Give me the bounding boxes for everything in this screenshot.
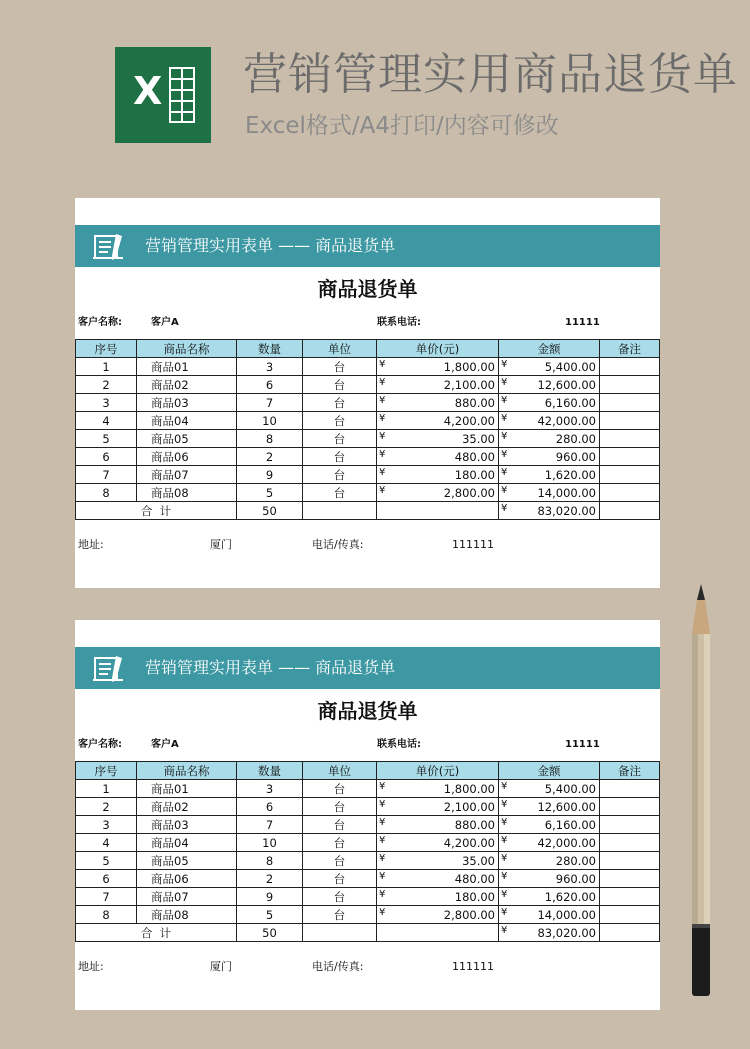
- amount: [499, 906, 600, 924]
- currency-symbol: ¥: [379, 871, 386, 882]
- amount: [499, 834, 600, 852]
- amount-value: 12,600.00: [537, 799, 596, 814]
- product-name: 商品05: [137, 852, 237, 870]
- contact-phone-value: 11111: [565, 317, 600, 328]
- currency-symbol: ¥: [379, 799, 386, 810]
- unit-price: [377, 412, 499, 430]
- column-header: 单价(元): [377, 762, 499, 780]
- amount: [499, 358, 600, 376]
- unit-price-value: 1,800.00: [443, 359, 495, 374]
- total-amount-value: 83,020.00: [537, 503, 596, 518]
- unit: 台: [303, 394, 377, 412]
- unit-price-value: 180.00: [454, 889, 495, 904]
- page-subtitle: Excel格式/A4打印/内容可修改: [245, 113, 559, 139]
- quantity: 2: [237, 448, 303, 466]
- table-row: [76, 888, 660, 906]
- document-icon: [92, 230, 126, 262]
- customer-name-label: 客户名称:: [78, 739, 122, 750]
- currency-symbol: ¥: [379, 781, 386, 792]
- table-row: [76, 870, 660, 888]
- amount-value: 5,400.00: [544, 359, 596, 374]
- unit: 台: [303, 484, 377, 502]
- note: [600, 430, 660, 448]
- amount-value: 1,620.00: [544, 467, 596, 482]
- column-header: 商品名称: [137, 340, 237, 358]
- unit-price-value: 480.00: [454, 449, 495, 464]
- row-number: 4: [76, 412, 137, 430]
- table-header-row: [76, 340, 660, 358]
- column-header: 序号: [76, 340, 137, 358]
- currency-symbol: ¥: [501, 377, 508, 388]
- table-row: [76, 466, 660, 484]
- amount-value: 14,000.00: [537, 907, 596, 922]
- row-number: 2: [76, 798, 137, 816]
- currency-symbol: ¥: [379, 889, 386, 900]
- table-row: [76, 798, 660, 816]
- table-row: [76, 358, 660, 376]
- contact-phone-label: 联系电话:: [377, 317, 421, 328]
- unit-price: [377, 816, 499, 834]
- unit-price-value: 4,200.00: [443, 835, 495, 850]
- total-row: [76, 924, 660, 942]
- currency-symbol: ¥: [501, 431, 508, 442]
- note: [600, 816, 660, 834]
- unit-price: [377, 888, 499, 906]
- document-icon: [92, 652, 126, 684]
- product-name: 商品02: [137, 376, 237, 394]
- empty-cell: [303, 502, 377, 520]
- pencil-icon: [688, 582, 714, 1002]
- quantity: 6: [237, 798, 303, 816]
- currency-symbol: ¥: [379, 485, 386, 496]
- unit-price: [377, 430, 499, 448]
- row-number: 6: [76, 448, 137, 466]
- amount: [499, 852, 600, 870]
- amount: [499, 394, 600, 412]
- note: [600, 906, 660, 924]
- form-title: 商品退货单: [317, 277, 418, 301]
- phone-fax-label: 电话/传真:: [312, 960, 364, 973]
- unit-price-value: 2,800.00: [443, 907, 495, 922]
- address-value: 厦门: [210, 960, 232, 973]
- contact-phone-label: 联系电话:: [377, 739, 421, 750]
- quantity: 6: [237, 376, 303, 394]
- unit-price: [377, 852, 499, 870]
- quantity: 3: [237, 780, 303, 798]
- unit-price-value: 880.00: [454, 395, 495, 410]
- empty-cell: [303, 924, 377, 942]
- unit: 台: [303, 780, 377, 798]
- amount-value: 280.00: [555, 431, 596, 446]
- amount-value: 960.00: [555, 449, 596, 464]
- row-number: 8: [76, 906, 137, 924]
- product-name: 商品01: [137, 358, 237, 376]
- currency-symbol: ¥: [379, 413, 386, 424]
- row-number: 8: [76, 484, 137, 502]
- column-header: 数量: [237, 340, 303, 358]
- currency-symbol: ¥: [379, 359, 386, 370]
- column-header: 单位: [303, 762, 377, 780]
- unit: 台: [303, 358, 377, 376]
- amount-value: 42,000.00: [537, 835, 596, 850]
- amount-value: 6,160.00: [544, 817, 596, 832]
- note: [600, 394, 660, 412]
- unit: 台: [303, 448, 377, 466]
- total-amount: [499, 502, 600, 520]
- note: [600, 376, 660, 394]
- quantity: 7: [237, 394, 303, 412]
- return-form-sheet-1: [75, 198, 660, 588]
- address-label: 地址:: [78, 538, 104, 551]
- table-row: [76, 394, 660, 412]
- note: [600, 358, 660, 376]
- column-header: 数量: [237, 762, 303, 780]
- amount-value: 1,620.00: [544, 889, 596, 904]
- phone-fax-value: 111111: [452, 960, 494, 973]
- currency-symbol: ¥: [379, 395, 386, 406]
- column-header: 序号: [76, 762, 137, 780]
- quantity: 8: [237, 430, 303, 448]
- row-number: 3: [76, 816, 137, 834]
- currency-symbol: ¥: [501, 413, 508, 424]
- unit-price: [377, 906, 499, 924]
- note: [600, 888, 660, 906]
- amount: [499, 870, 600, 888]
- unit-price-value: 35.00: [462, 431, 495, 446]
- return-items-table: [75, 761, 660, 942]
- contact-phone-value: 11111: [565, 739, 600, 750]
- currency-symbol: ¥: [501, 925, 508, 936]
- amount: [499, 816, 600, 834]
- row-number: 7: [76, 466, 137, 484]
- unit: 台: [303, 430, 377, 448]
- product-name: 商品07: [137, 888, 237, 906]
- currency-symbol: ¥: [379, 467, 386, 478]
- currency-symbol: ¥: [501, 835, 508, 846]
- unit-price-value: 480.00: [454, 871, 495, 886]
- table-row: [76, 430, 660, 448]
- product-name: 商品04: [137, 412, 237, 430]
- product-name: 商品04: [137, 834, 237, 852]
- phone-fax-label: 电话/传真:: [312, 538, 364, 551]
- unit-price-value: 2,100.00: [443, 799, 495, 814]
- currency-symbol: ¥: [501, 503, 508, 514]
- quantity: 7: [237, 816, 303, 834]
- unit: 台: [303, 466, 377, 484]
- page-header: [0, 0, 750, 190]
- product-name: 商品06: [137, 448, 237, 466]
- column-header: 金额: [499, 340, 600, 358]
- amount-value: 14,000.00: [537, 485, 596, 500]
- quantity: 2: [237, 870, 303, 888]
- unit: 台: [303, 834, 377, 852]
- currency-symbol: ¥: [501, 889, 508, 900]
- currency-symbol: ¥: [501, 853, 508, 864]
- table-row: [76, 906, 660, 924]
- currency-symbol: ¥: [379, 449, 386, 460]
- total-quantity: 50: [237, 924, 303, 942]
- currency-symbol: ¥: [501, 907, 508, 918]
- row-number: 6: [76, 870, 137, 888]
- row-number: 1: [76, 780, 137, 798]
- unit: 台: [303, 376, 377, 394]
- unit-price-value: 1,800.00: [443, 781, 495, 796]
- column-header: 商品名称: [137, 762, 237, 780]
- row-number: 5: [76, 430, 137, 448]
- phone-fax-value: 111111: [452, 538, 494, 551]
- quantity: 8: [237, 852, 303, 870]
- table-row: [76, 484, 660, 502]
- product-name: 商品02: [137, 798, 237, 816]
- product-name: 商品08: [137, 484, 237, 502]
- table-row: [76, 852, 660, 870]
- total-row: [76, 502, 660, 520]
- note: [600, 484, 660, 502]
- currency-symbol: ¥: [501, 799, 508, 810]
- total-amount-value: 83,020.00: [537, 925, 596, 940]
- total-label: 合 计: [76, 502, 237, 520]
- unit-price: [377, 798, 499, 816]
- currency-symbol: ¥: [501, 871, 508, 882]
- product-name: 商品08: [137, 906, 237, 924]
- excel-icon: [115, 47, 211, 143]
- note: [600, 412, 660, 430]
- row-number: 5: [76, 852, 137, 870]
- total-quantity: 50: [237, 502, 303, 520]
- unit-price-value: 2,800.00: [443, 485, 495, 500]
- unit: 台: [303, 412, 377, 430]
- quantity: 9: [237, 888, 303, 906]
- customer-name-label: 客户名称:: [78, 317, 122, 328]
- empty-cell: [600, 924, 660, 942]
- unit: 台: [303, 816, 377, 834]
- amount: [499, 780, 600, 798]
- note: [600, 448, 660, 466]
- amount-value: 6,160.00: [544, 395, 596, 410]
- quantity: 3: [237, 358, 303, 376]
- currency-symbol: ¥: [379, 907, 386, 918]
- return-items-table: [75, 339, 660, 520]
- unit-price-value: 180.00: [454, 467, 495, 482]
- table-row: [76, 448, 660, 466]
- note: [600, 798, 660, 816]
- amount: [499, 376, 600, 394]
- currency-symbol: ¥: [501, 449, 508, 460]
- product-name: 商品05: [137, 430, 237, 448]
- form-banner: [75, 647, 660, 689]
- currency-symbol: ¥: [379, 835, 386, 846]
- column-header: 备注: [600, 340, 660, 358]
- unit: 台: [303, 798, 377, 816]
- currency-symbol: ¥: [501, 485, 508, 496]
- amount-value: 5,400.00: [544, 781, 596, 796]
- unit-price: [377, 448, 499, 466]
- column-header: 单位: [303, 340, 377, 358]
- table-row: [76, 834, 660, 852]
- column-header: 备注: [600, 762, 660, 780]
- currency-symbol: ¥: [379, 431, 386, 442]
- currency-symbol: ¥: [501, 467, 508, 478]
- customer-name-value: 客户A: [151, 739, 179, 750]
- unit-price: [377, 780, 499, 798]
- row-number: 3: [76, 394, 137, 412]
- product-name: 商品03: [137, 394, 237, 412]
- column-header: 单价(元): [377, 340, 499, 358]
- note: [600, 834, 660, 852]
- note: [600, 852, 660, 870]
- customer-name-value: 客户A: [151, 317, 179, 328]
- currency-symbol: ¥: [501, 817, 508, 828]
- amount-value: 960.00: [555, 871, 596, 886]
- address-value: 厦门: [210, 538, 232, 551]
- unit: 台: [303, 870, 377, 888]
- amount: [499, 430, 600, 448]
- product-name: 商品03: [137, 816, 237, 834]
- total-amount: [499, 924, 600, 942]
- row-number: 4: [76, 834, 137, 852]
- product-name: 商品06: [137, 870, 237, 888]
- product-name: 商品01: [137, 780, 237, 798]
- amount: [499, 798, 600, 816]
- unit-price-value: 2,100.00: [443, 377, 495, 392]
- currency-symbol: ¥: [501, 359, 508, 370]
- banner-title: 营销管理实用表单 —— 商品退货单: [145, 236, 396, 255]
- total-label: 合 计: [76, 924, 237, 942]
- note: [600, 780, 660, 798]
- form-title: 商品退货单: [317, 699, 418, 723]
- amount: [499, 466, 600, 484]
- table-row: [76, 816, 660, 834]
- quantity: 5: [237, 906, 303, 924]
- amount-value: 280.00: [555, 853, 596, 868]
- unit: 台: [303, 852, 377, 870]
- note: [600, 870, 660, 888]
- quantity: 10: [237, 834, 303, 852]
- amount: [499, 448, 600, 466]
- row-number: 1: [76, 358, 137, 376]
- unit-price: [377, 466, 499, 484]
- currency-symbol: ¥: [501, 395, 508, 406]
- unit-price: [377, 484, 499, 502]
- unit-price: [377, 834, 499, 852]
- quantity: 5: [237, 484, 303, 502]
- unit-price-value: 4,200.00: [443, 413, 495, 428]
- excel-logo-letter: X: [133, 69, 163, 113]
- currency-symbol: ¥: [379, 853, 386, 864]
- amount: [499, 888, 600, 906]
- amount: [499, 412, 600, 430]
- table-row: [76, 412, 660, 430]
- return-form-sheet-2: [75, 620, 660, 1010]
- spreadsheet-grid-icon: [169, 67, 195, 123]
- unit-price-value: 35.00: [462, 853, 495, 868]
- table-row: [76, 780, 660, 798]
- empty-cell: [377, 502, 499, 520]
- quantity: 10: [237, 412, 303, 430]
- amount: [499, 484, 600, 502]
- banner-title: 营销管理实用表单 —— 商品退货单: [145, 658, 396, 677]
- unit: 台: [303, 906, 377, 924]
- row-number: 2: [76, 376, 137, 394]
- quantity: 9: [237, 466, 303, 484]
- unit: 台: [303, 888, 377, 906]
- address-label: 地址:: [78, 960, 104, 973]
- currency-symbol: ¥: [501, 781, 508, 792]
- empty-cell: [600, 502, 660, 520]
- table-row: [76, 376, 660, 394]
- unit-price: [377, 358, 499, 376]
- page-title: 营销管理实用商品退货单: [243, 49, 738, 100]
- unit-price-value: 880.00: [454, 817, 495, 832]
- product-name: 商品07: [137, 466, 237, 484]
- amount-value: 42,000.00: [537, 413, 596, 428]
- column-header: 金额: [499, 762, 600, 780]
- note: [600, 466, 660, 484]
- currency-symbol: ¥: [379, 377, 386, 388]
- unit-price: [377, 394, 499, 412]
- table-header-row: [76, 762, 660, 780]
- form-banner: [75, 225, 660, 267]
- empty-cell: [377, 924, 499, 942]
- amount-value: 12,600.00: [537, 377, 596, 392]
- unit-price: [377, 376, 499, 394]
- currency-symbol: ¥: [379, 817, 386, 828]
- unit-price: [377, 870, 499, 888]
- row-number: 7: [76, 888, 137, 906]
